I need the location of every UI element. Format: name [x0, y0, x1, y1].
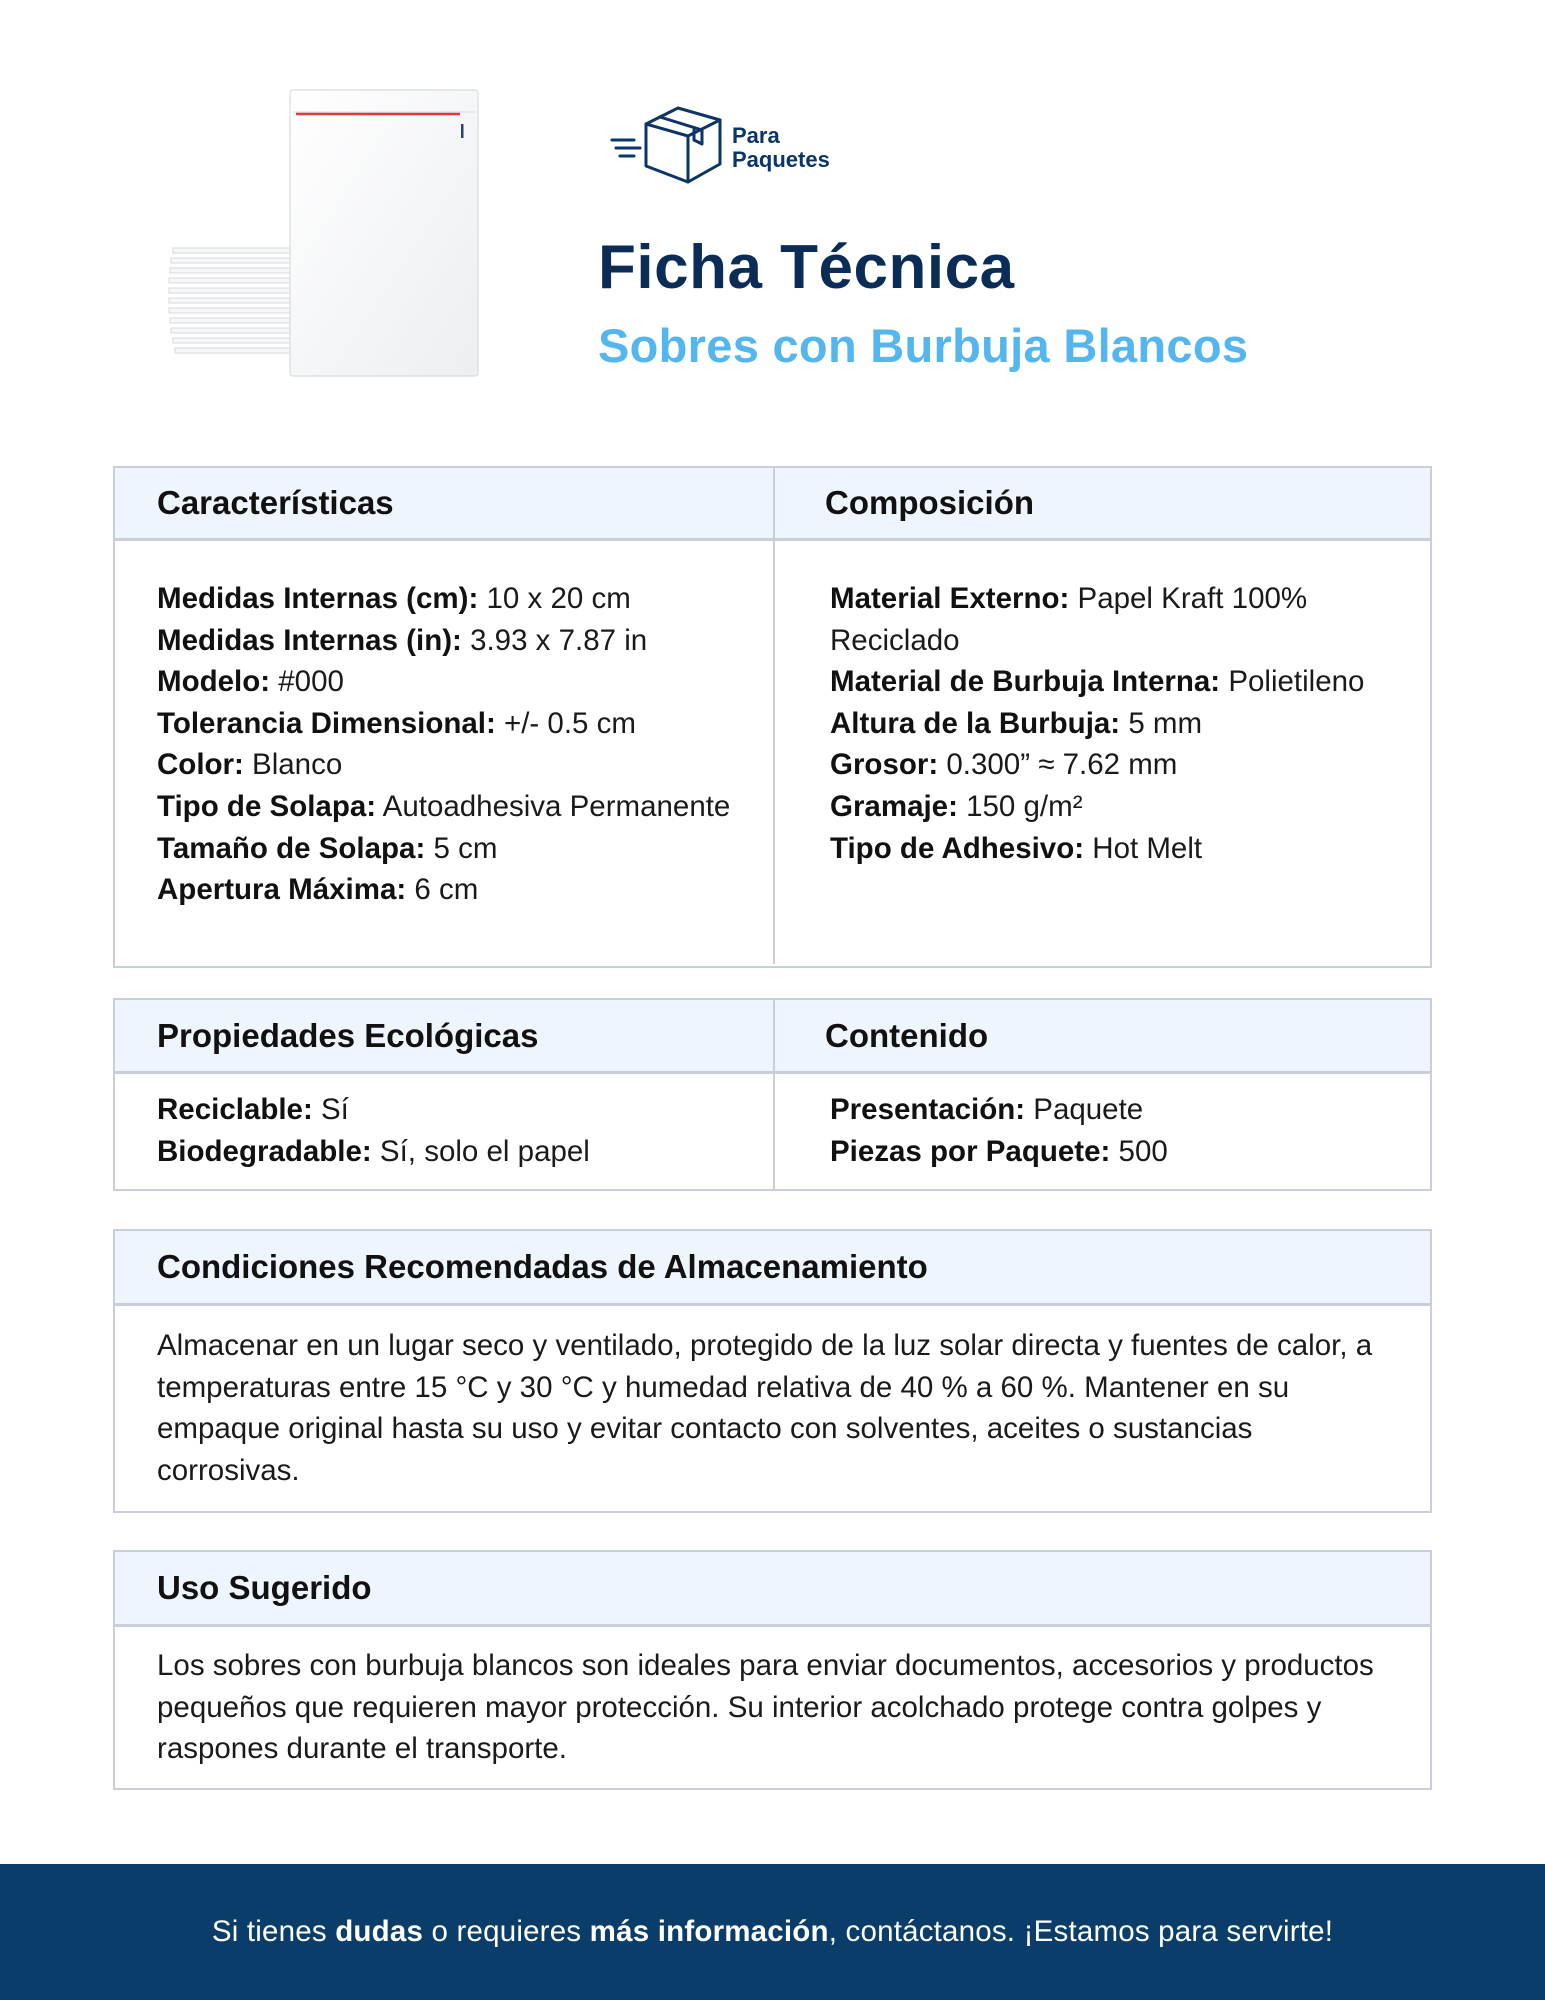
spec-label: Piezas por Paquete:: [830, 1134, 1111, 1168]
contenido-list: [775, 1074, 1430, 1189]
footer-bold2: más información: [589, 1915, 829, 1948]
ecologicas-list: [115, 1074, 775, 1189]
spec-value: 5 cm: [425, 831, 498, 865]
footer-bold1: dudas: [335, 1915, 424, 1948]
spec-value: 0.300” ≈ 7.62 mm: [938, 748, 1178, 782]
spec-label: Altura de la Burbuja:: [830, 706, 1121, 740]
spec-value: 5 mm: [1120, 706, 1203, 740]
caracteristicas-heading: Características: [115, 468, 775, 538]
spec-value: Sí, solo el papel: [371, 1134, 590, 1168]
spec-label: Tamaño de Solapa:: [157, 831, 426, 865]
eco-content-header: [115, 1000, 1430, 1074]
spec-label: Reciclable:: [157, 1093, 313, 1126]
product-envelope-image: [165, 88, 485, 380]
spec-label: Presentación:: [830, 1093, 1026, 1126]
spec-label: Biodegradable:: [157, 1134, 372, 1168]
caracteristicas-list: [115, 541, 775, 964]
storage-text: Almacenar en un lugar seco y ventilado, protegido de la luz solar directa y fuentes de calor, a temperaturas entre 15 °C y 30 °C y humedad relativa de 40 % a 60 %. Mantener en su empaque original hasta su uso y evitar contacto con solventes, aceites o sustancias corrosivas.: [157, 1329, 1373, 1487]
spec-value: Polietileno: [1220, 665, 1365, 699]
spec-value: Hot Melt: [1084, 831, 1203, 865]
spec-label: Modelo:: [157, 665, 271, 699]
storage-heading: Condiciones Recomendadas de Almacenamiento: [157, 1248, 928, 1285]
spec-value: Paquete: [1025, 1093, 1144, 1126]
contenido-heading: Contenido: [825, 1016, 989, 1054]
spec-label: Material Externo:: [830, 582, 1070, 615]
suggested-use-section: [113, 1550, 1432, 1790]
spec-label: Tipo de Adhesivo:: [830, 831, 1085, 865]
logo-line2: Paquetes: [732, 147, 830, 172]
spec-value: 3.93 x 7.87 in: [461, 623, 648, 657]
spec-label: Medidas Internas (cm):: [157, 582, 479, 615]
spec-value: +/- 0.5 cm: [495, 706, 636, 740]
ecologicas-heading: Propiedades Ecológicas: [115, 1000, 775, 1071]
footer-banner: [0, 1864, 1545, 2000]
composicion-heading: Composición: [825, 484, 1035, 521]
spec-value: 150 g/m²: [957, 789, 1083, 823]
spec-value: 6 cm: [406, 873, 479, 907]
spec-label: Gramaje:: [830, 789, 958, 823]
spec-label: Material de Burbuja Interna:: [830, 665, 1221, 699]
spec-label: Grosor:: [830, 748, 939, 782]
suggested-use-text: Los sobres con burbuja blancos son ideales para enviar documentos, accesorios y productos pequeños que requieren mayor protección. Su interior acolchado protege contra golpes y raspones durante el transporte.: [157, 1649, 1374, 1766]
footer-part3: , contáctanos. ¡Estamos para servirte!: [828, 1915, 1334, 1948]
footer-part2: o requieres: [423, 1915, 590, 1948]
spec-label: Color:: [157, 748, 244, 782]
footer-text: [212, 1915, 1333, 1949]
page-title: Ficha Técnica: [598, 233, 1015, 302]
specs-table-header: [115, 468, 1430, 541]
specs-table: [113, 466, 1432, 968]
spec-value: Papel Kraft 100% Reciclado: [830, 582, 1308, 657]
eco-content-table: [113, 998, 1432, 1191]
spec-label: Tipo de Solapa:: [157, 789, 377, 823]
suggested-use-heading: Uso Sugerido: [157, 1569, 372, 1606]
spec-value: Blanco: [243, 748, 343, 782]
composicion-list: [775, 541, 1430, 964]
logo-wordmark: [732, 124, 830, 172]
storage-section: [113, 1229, 1432, 1513]
spec-value: 10 x 20 cm: [478, 582, 631, 615]
footer-part1: Si tienes: [211, 1915, 336, 1948]
spec-label: Tolerancia Dimensional:: [157, 706, 496, 740]
spec-value: Sí: [312, 1093, 349, 1126]
spec-value: 500: [1110, 1134, 1168, 1168]
logo-line1: Para: [732, 123, 780, 148]
spec-label: Apertura Máxima:: [157, 873, 407, 907]
spec-label: Medidas Internas (in):: [157, 623, 462, 657]
spec-value: #000: [270, 665, 344, 699]
spec-value: Autoadhesiva Permanente: [376, 789, 731, 823]
page-subtitle: Sobres con Burbuja Blancos: [598, 319, 1249, 372]
